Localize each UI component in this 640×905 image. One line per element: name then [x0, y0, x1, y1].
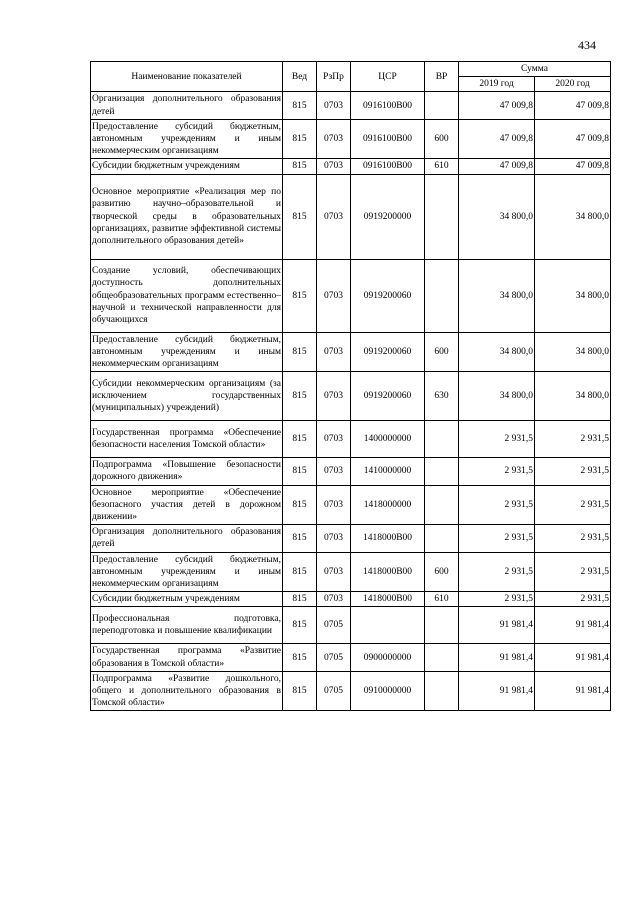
- row-ved: 815: [283, 174, 317, 259]
- row-vr: [425, 458, 459, 485]
- row-vr: [425, 671, 459, 711]
- row-csr: 0919200000: [351, 174, 425, 259]
- row-vr: 610: [425, 159, 459, 174]
- table-row: [91, 159, 611, 174]
- row-rzpr: 0703: [317, 552, 351, 592]
- table-row: [91, 671, 611, 711]
- row-ved: 815: [283, 592, 317, 607]
- header-ved: Вед: [283, 62, 317, 92]
- row-csr: 1418000В00: [351, 592, 425, 607]
- row-sum-2020: 2 931,5: [535, 525, 611, 552]
- row-rzpr: 0703: [317, 372, 351, 421]
- table-row: [91, 644, 611, 671]
- row-ved: 815: [283, 552, 317, 592]
- row-name: Создание условий, обеспечивающих доступность дополнительных общеобразовательных программ естественно–научной и технической направленности для обучающихся: [91, 259, 283, 332]
- row-ved: 815: [283, 671, 317, 711]
- row-name: Субсидии бюджетным учреждениям: [91, 592, 283, 607]
- row-name: Подпрограмма «Повышение безопасности дорожного движения»: [91, 458, 283, 485]
- table-body: [91, 92, 611, 711]
- row-name: Предоставление субсидий бюджетным, автономным учреждениям и иным некоммерческим организациям: [91, 552, 283, 592]
- row-vr: 600: [425, 332, 459, 372]
- row-rzpr: 0705: [317, 671, 351, 711]
- row-name: Предоставление субсидий бюджетным, автономным учреждениям и иным некоммерческим организациям: [91, 332, 283, 372]
- row-vr: 610: [425, 592, 459, 607]
- row-ved: 815: [283, 372, 317, 421]
- row-csr: 0910000000: [351, 671, 425, 711]
- row-rzpr: 0703: [317, 174, 351, 259]
- row-sum-2020: 2 931,5: [535, 421, 611, 458]
- row-ved: 815: [283, 119, 317, 159]
- row-vr: [425, 607, 459, 644]
- row-sum-2019: 91 981,4: [459, 644, 535, 671]
- row-csr: 0916100В00: [351, 159, 425, 174]
- row-vr: [425, 174, 459, 259]
- table-row: [91, 607, 611, 644]
- row-rzpr: 0703: [317, 485, 351, 525]
- row-sum-2019: 47 009,8: [459, 119, 535, 159]
- header-name: Наименование показателей: [91, 62, 283, 92]
- row-name: Основное мероприятие «Обеспечение безопасного участия детей в дорожном движении»: [91, 485, 283, 525]
- row-ved: 815: [283, 607, 317, 644]
- table-row: [91, 372, 611, 421]
- row-sum-2019: 2 931,5: [459, 421, 535, 458]
- row-rzpr: 0703: [317, 92, 351, 119]
- row-sum-2019: 34 800,0: [459, 332, 535, 372]
- table-row: [91, 174, 611, 259]
- header-2019: 2019 год: [459, 77, 535, 92]
- row-sum-2020: 91 981,4: [535, 607, 611, 644]
- row-ved: 815: [283, 458, 317, 485]
- row-sum-2020: 47 009,8: [535, 119, 611, 159]
- row-sum-2019: 2 931,5: [459, 458, 535, 485]
- table-row: [91, 421, 611, 458]
- row-sum-2019: 2 931,5: [459, 592, 535, 607]
- row-ved: 815: [283, 92, 317, 119]
- row-sum-2019: 2 931,5: [459, 552, 535, 592]
- row-sum-2020: 2 931,5: [535, 592, 611, 607]
- row-rzpr: 0703: [317, 525, 351, 552]
- table-row: [91, 458, 611, 485]
- row-sum-2019: 91 981,4: [459, 671, 535, 711]
- table-row: [91, 552, 611, 592]
- row-sum-2019: 91 981,4: [459, 607, 535, 644]
- row-name: Организация дополнительного образования детей: [91, 525, 283, 552]
- row-name: Предоставление субсидий бюджетным, автономным учреждениям и иным некоммерческим организациям: [91, 119, 283, 159]
- row-csr: 0919200060: [351, 259, 425, 332]
- row-sum-2020: 47 009,8: [535, 159, 611, 174]
- row-vr: [425, 259, 459, 332]
- row-csr: [351, 607, 425, 644]
- row-ved: 815: [283, 159, 317, 174]
- row-vr: [425, 421, 459, 458]
- row-csr: 1410000000: [351, 458, 425, 485]
- page-number: 434: [578, 38, 596, 52]
- row-csr: 1418000В00: [351, 552, 425, 592]
- row-sum-2020: 2 931,5: [535, 552, 611, 592]
- row-vr: 600: [425, 552, 459, 592]
- header-2020: 2020 год: [535, 77, 611, 92]
- row-rzpr: 0703: [317, 119, 351, 159]
- row-ved: 815: [283, 259, 317, 332]
- row-ved: 815: [283, 525, 317, 552]
- row-vr: 600: [425, 119, 459, 159]
- table-row: [91, 119, 611, 159]
- table-row: [91, 525, 611, 552]
- header-vr: ВР: [425, 62, 459, 92]
- row-name: Подпрограмма «Развитие дошкольного, общего и дополнительного образования в Томской области»: [91, 671, 283, 711]
- row-rzpr: 0703: [317, 259, 351, 332]
- row-vr: [425, 92, 459, 119]
- row-csr: 1418000В00: [351, 525, 425, 552]
- table-row: [91, 259, 611, 332]
- row-name: Государственная программа «Обеспечение безопасности населения Томской области»: [91, 421, 283, 458]
- row-name: Субсидии бюджетным учреждениям: [91, 159, 283, 174]
- row-name: Основное мероприятие «Реализация мер по развитию научно–образовательной и творческой среды в образовательных организациях, развитие эффективной системы дополнительного образования детей»: [91, 174, 283, 259]
- row-ved: 815: [283, 485, 317, 525]
- row-vr: [425, 644, 459, 671]
- row-sum-2020: 34 800,0: [535, 174, 611, 259]
- header-sum: Сумма: [459, 62, 611, 77]
- row-sum-2020: 91 981,4: [535, 671, 611, 711]
- row-sum-2019: 34 800,0: [459, 174, 535, 259]
- row-rzpr: 0703: [317, 332, 351, 372]
- row-sum-2020: 2 931,5: [535, 458, 611, 485]
- row-csr: 0916100В00: [351, 119, 425, 159]
- row-rzpr: 0703: [317, 592, 351, 607]
- row-sum-2020: 2 931,5: [535, 485, 611, 525]
- row-sum-2020: 91 981,4: [535, 644, 611, 671]
- row-vr: [425, 485, 459, 525]
- table-header: [91, 62, 611, 92]
- row-name: Профессиональная подготовка, переподготовка и повышение квалификации: [91, 607, 283, 644]
- row-sum-2019: 47 009,8: [459, 92, 535, 119]
- table-row: [91, 332, 611, 372]
- row-sum-2020: 34 800,0: [535, 332, 611, 372]
- row-csr: 1418000000: [351, 485, 425, 525]
- row-sum-2019: 47 009,8: [459, 159, 535, 174]
- row-sum-2020: 34 800,0: [535, 259, 611, 332]
- row-csr: 0919200060: [351, 332, 425, 372]
- row-rzpr: 0703: [317, 458, 351, 485]
- row-ved: 815: [283, 421, 317, 458]
- row-name: Государственная программа «Развитие образования в Томской области»: [91, 644, 283, 671]
- row-csr: 0916100В00: [351, 92, 425, 119]
- row-csr: 0919200060: [351, 372, 425, 421]
- row-vr: 630: [425, 372, 459, 421]
- row-name: Организация дополнительного образования детей: [91, 92, 283, 119]
- header-rzpr: РзПр: [317, 62, 351, 92]
- row-sum-2020: 47 009,8: [535, 92, 611, 119]
- row-vr: [425, 525, 459, 552]
- row-csr: 0900000000: [351, 644, 425, 671]
- row-ved: 815: [283, 332, 317, 372]
- row-sum-2019: 2 931,5: [459, 525, 535, 552]
- row-rzpr: 0703: [317, 159, 351, 174]
- table-row: [91, 592, 611, 607]
- row-ved: 815: [283, 644, 317, 671]
- row-sum-2020: 34 800,0: [535, 372, 611, 421]
- row-name: Субсидии некоммерческим организациям (за исключением государственных (муниципальных) учреждений): [91, 372, 283, 421]
- row-rzpr: 0703: [317, 421, 351, 458]
- row-csr: 1400000000: [351, 421, 425, 458]
- row-sum-2019: 34 800,0: [459, 259, 535, 332]
- row-rzpr: 0705: [317, 644, 351, 671]
- budget-table: [90, 61, 611, 711]
- row-sum-2019: 2 931,5: [459, 485, 535, 525]
- table-row: [91, 485, 611, 525]
- row-sum-2019: 34 800,0: [459, 372, 535, 421]
- header-csr: ЦСР: [351, 62, 425, 92]
- table-row: [91, 92, 611, 119]
- row-rzpr: 0705: [317, 607, 351, 644]
